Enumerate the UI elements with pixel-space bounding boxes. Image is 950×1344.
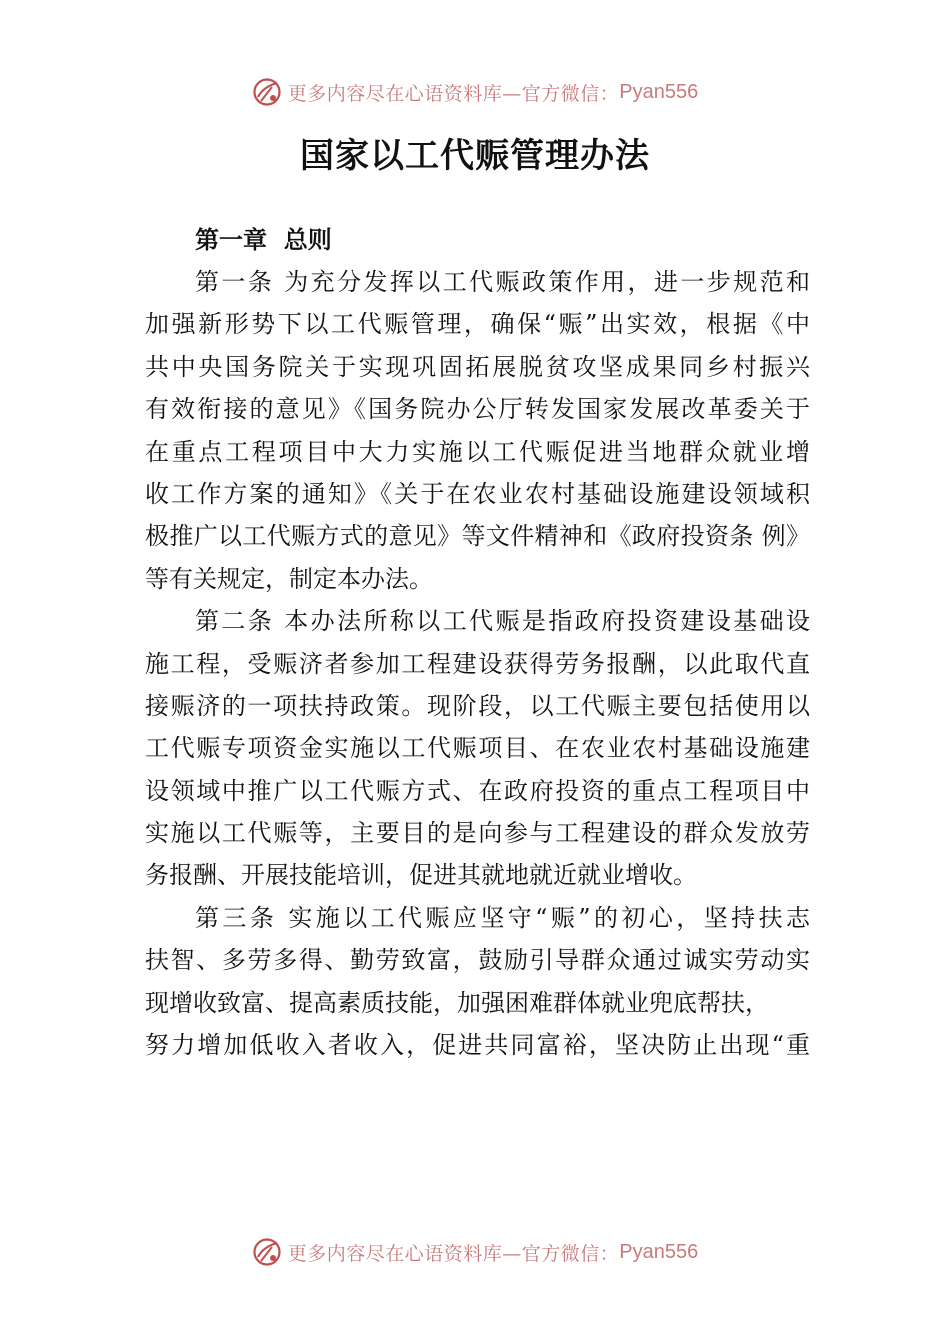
- watermark-wechat-id: Pyan556: [619, 1240, 699, 1263]
- article-line: 施工程，受赈济者参加工程建设获得劳务报酬，以此取代直: [145, 649, 810, 678]
- article-1: [145, 261, 810, 600]
- article-3: [145, 897, 810, 1067]
- watermark-wechat-id: Pyan556: [619, 80, 699, 103]
- article-line: 设领域中推广以工代赈方式、在政府投资的重点工程项目中: [145, 776, 810, 805]
- article-line: 接赈济的一项扶持政策。现阶段，以工代赈主要包括使用以: [145, 691, 810, 720]
- watermark-banner-top: [0, 72, 950, 112]
- article-line: 有效衔接的意见》《国务院办公厅转发国家发展改革委关于: [145, 395, 810, 424]
- watermark-text: 更多内容尽在心语资料库—官方微信：: [287, 82, 620, 105]
- article-line: 实施以工代赈等，主要目的是向参与工程建设的群众发放劳: [145, 819, 810, 848]
- article-line: 务报酬、开展技能培训，促进其就地就近就业增收。: [145, 861, 697, 890]
- article-line: 现增收致富、提高素质技能，加强困难群体就业兜底帮扶，: [145, 988, 769, 1017]
- document-title: 国家以工代赈管理办法: [300, 136, 650, 176]
- article-line: 收工作方案的通知》《关于在农业农村基础设施建设领域积: [145, 479, 810, 508]
- article-line: 极推广以工代赈方式的意见》等文件精神和《政府投资条 例》: [145, 522, 810, 551]
- article-line: 等有关规定，制定本办法。: [145, 564, 433, 593]
- article-line: 工代赈专项资金实施以工代赈项目、在农业农村基础设施建: [145, 734, 810, 763]
- article-line: 共中央国务院关于实现巩固拓展脱贫攻坚成果同乡村振兴: [145, 352, 810, 381]
- article-line: 在重点工程项目中大力实施以工代赈促进当地群众就业增: [145, 437, 810, 466]
- article-line: 努力增加低收入者收入，促进共同富裕，坚决防止出现“重: [145, 1031, 810, 1060]
- article-line: 加强新形势下以工代赈管理，确保“赈”出实效，根据《中: [145, 310, 810, 339]
- brand-logo-icon: [252, 77, 282, 107]
- brand-logo-icon: [252, 1237, 282, 1267]
- watermark-text: 更多内容尽在心语资料库—官方微信：: [287, 1242, 620, 1265]
- chapter-heading: 第一章 总则: [195, 225, 332, 254]
- watermark-banner-bottom: [0, 1232, 950, 1272]
- article-2: [145, 600, 810, 897]
- article-line: 第三条 实施以工代赈应坚守“赈”的初心，坚持扶志: [195, 903, 810, 932]
- article-line: 第一条 为充分发挥以工代赈政策作用，进一步规范和: [195, 268, 810, 296]
- document-body: [145, 219, 810, 1066]
- article-line: 扶智、多劳多得、勤劳致富，鼓励引导群众通过诚实劳动实: [145, 946, 810, 975]
- article-line: 第二条 本办法所称以工代赈是指政府投资建设基础设: [195, 607, 810, 636]
